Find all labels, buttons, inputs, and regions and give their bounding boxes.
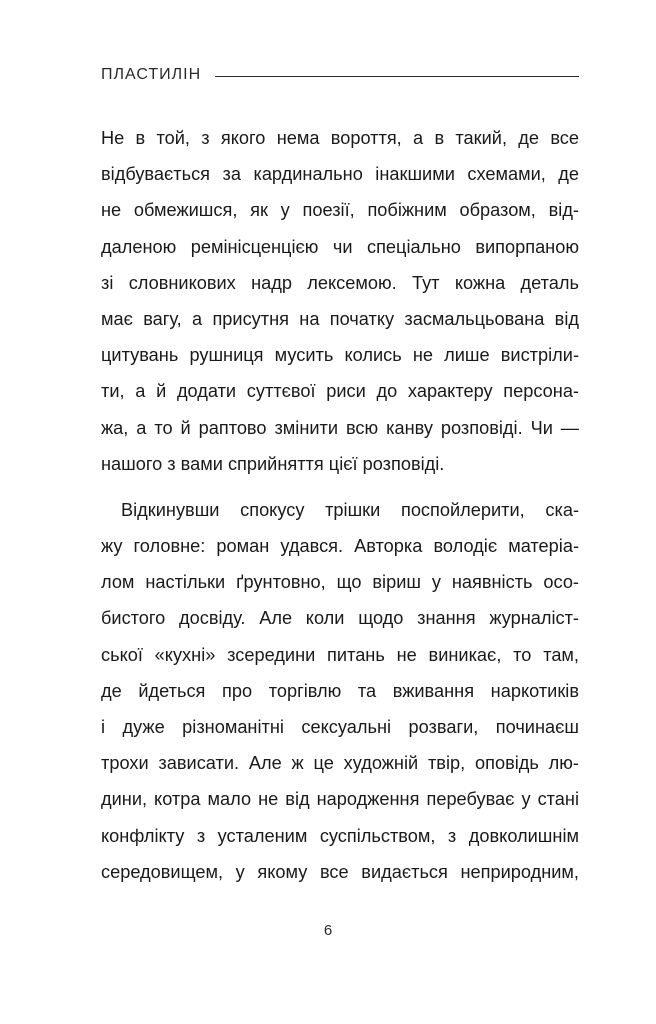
text-line: відбувається за кардинально інакшими схемами, де <box>101 164 579 185</box>
paragraph-gap <box>101 482 579 492</box>
text-line: трохи зависати. Але ж це художній твір, оповідь лю- <box>101 753 579 774</box>
text-line: Відкинувши спокусу трішки поспойлерити, ска- <box>121 499 579 520</box>
text-line: Не в той, з якого нема вороття, а в такий, де все <box>101 128 579 148</box>
text-line: і дуже різноманітні сексуальні розваги, починаєш <box>101 717 579 737</box>
text-line: цитувань рушниця мусить колись не лише вистріли- <box>101 345 579 366</box>
running-head-rule <box>215 76 579 77</box>
text-line: бистого досвіду. Але коли щодо знання журналіст- <box>101 608 579 629</box>
text-line: жу головне: роман удався. Авторка володіє матеріа- <box>101 536 579 557</box>
text-line: лом настільки ґрунтовно, що віриш у наявність осо- <box>101 572 579 593</box>
text-line: жа, а то й раптово змінити всю канву розповіді. Чи — <box>101 417 579 438</box>
body-text <box>101 120 579 890</box>
text-line: даленою ремінісценцією чи спеціально випорпаною <box>101 236 579 257</box>
text-line: дини, котра мало не від народження перебуває у стані <box>101 789 579 810</box>
paragraph <box>101 492 579 890</box>
paragraph <box>101 120 579 482</box>
running-head <box>101 62 579 88</box>
text-line: нашого з вами сприйняття цієї розповіді. <box>101 453 445 474</box>
text-line: ти, а й додати суттєвої риси до характеру персона- <box>101 381 579 402</box>
text-line: конфлікту з усталеним суспільством, з довколишнім <box>101 825 579 846</box>
text-line: зі словникових надр лексемою. Тут кожна деталь <box>101 272 579 293</box>
page-number: 6 <box>323 922 333 939</box>
text-line: має вагу, а присутня на початку засмальцьована від <box>101 308 579 329</box>
text-line: середовищем, у якому все видається неприродним, <box>101 861 579 882</box>
text-line: ської «кухні» зсередини питань не виникає, то там, <box>101 644 579 665</box>
text-line: не обмежишся, як у поезії, побіжним образом, від- <box>101 200 579 221</box>
running-head-title: ПЛАСТИЛІН <box>101 66 202 83</box>
text-line: де йдеться про торгівлю та вживання наркотиків <box>101 680 579 701</box>
